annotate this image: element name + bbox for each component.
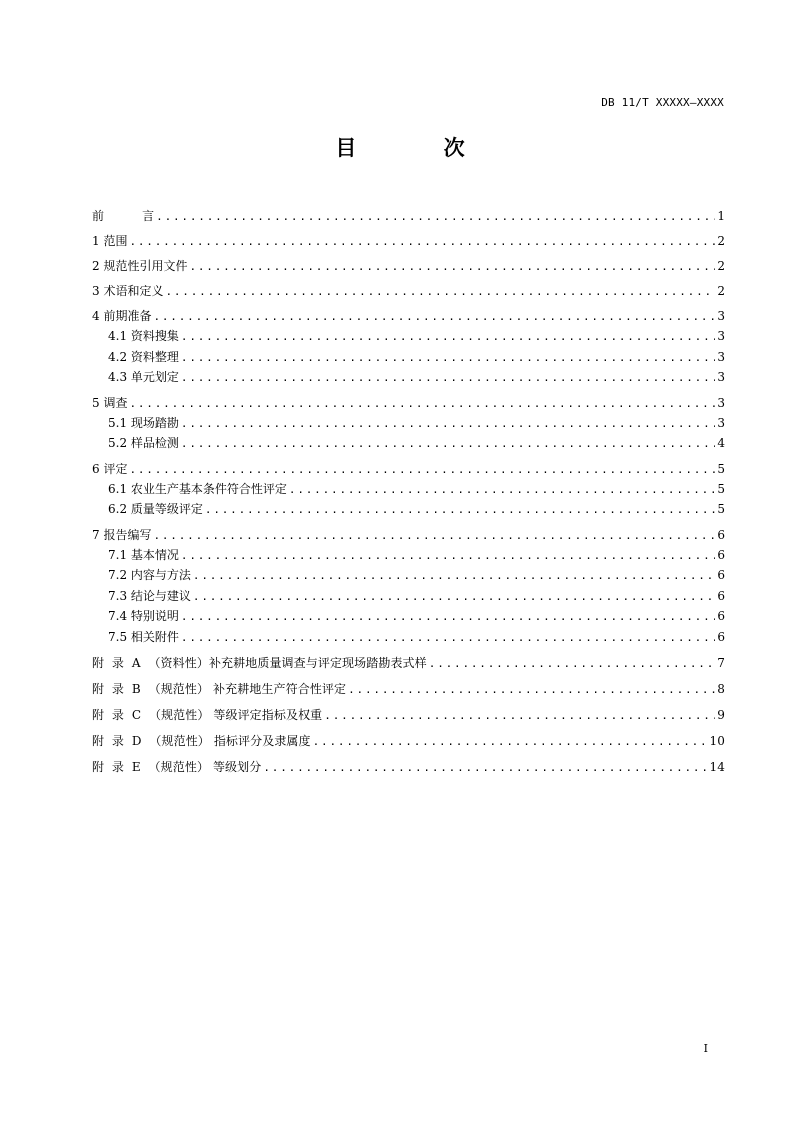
toc-entry-page: 8 <box>717 682 725 696</box>
toc-leader-dots <box>189 257 715 277</box>
toc-entry[interactable] <box>92 367 725 388</box>
toc-entry-page: 10 <box>709 734 725 748</box>
toc-leader-dots <box>129 232 715 252</box>
toc-entry-page: 3 <box>717 395 725 410</box>
toc-entry-label: 7.1 基本情况 <box>108 547 179 562</box>
toc-entry-page: 14 <box>709 760 725 774</box>
toc-entry-page: 9 <box>717 708 725 722</box>
toc-leader-dots <box>129 394 715 414</box>
toc-leader-dots <box>181 607 715 627</box>
toc-entry-label: 6.1 农业生产基本条件符合性评定 <box>108 481 287 496</box>
toc-entry-label: 7.2 内容与方法 <box>108 568 191 582</box>
toc-leader-dots <box>205 500 715 520</box>
toc-entry-label: 附 录 D （规范性） 指标评分及隶属度 <box>92 734 311 748</box>
table-of-contents <box>92 206 725 777</box>
toc-entry-label: 4.1 资料搜集 <box>108 329 179 343</box>
toc-entry-label: 附 录 B （规范性） 补充耕地生产符合性评定 <box>92 682 347 696</box>
toc-entry[interactable] <box>92 306 725 326</box>
toc-entry-label: 附 录 E （规范性） 等级划分 <box>92 760 262 774</box>
toc-entry[interactable] <box>92 757 725 777</box>
toc-entry-label: 2 规范性引用文件 <box>92 259 188 273</box>
toc-entry-label: 6 评定 <box>92 461 128 476</box>
toc-entry[interactable] <box>92 586 725 607</box>
toc-entry-label: 1 范围 <box>92 234 128 248</box>
toc-leader-dots <box>181 348 715 368</box>
toc-entry-label: 7 报告编写 <box>92 527 152 542</box>
toc-entry-page: 5 <box>717 461 725 476</box>
toc-entry-page: 3 <box>717 370 725 384</box>
toc-entry[interactable] <box>92 347 725 368</box>
toc-entry-page: 6 <box>717 588 725 603</box>
toc-entry-page: 3 <box>717 349 725 364</box>
toc-entry[interactable] <box>92 433 725 454</box>
toc-entry[interactable] <box>92 459 725 479</box>
toc-leader-dots <box>324 706 715 726</box>
toc-entry-label: 5.1 现场踏勘 <box>108 415 179 430</box>
toc-leader-dots <box>156 207 715 227</box>
toc-entry-label: 前 言 <box>92 209 155 223</box>
toc-entry-page: 6 <box>717 629 725 644</box>
toc-entry[interactable] <box>92 679 725 699</box>
toc-entry-page: 3 <box>717 329 725 343</box>
toc-entry-label: 6.2 质量等级评定 <box>108 502 203 516</box>
toc-entry-label: 7.5 相关附件 <box>108 629 179 644</box>
toc-entry[interactable] <box>92 545 725 566</box>
toc-entry-page: 6 <box>717 547 725 562</box>
toc-entry[interactable] <box>92 499 725 520</box>
toc-entry-label: 4.3 单元划定 <box>108 370 179 384</box>
toc-entry-page: 2 <box>717 234 725 248</box>
toc-leader-dots <box>181 628 715 648</box>
toc-entry[interactable] <box>92 565 725 586</box>
toc-entry-page: 6 <box>717 527 725 542</box>
toc-entry-label: 5.2 样品检测 <box>108 436 179 450</box>
toc-entry[interactable] <box>92 326 725 347</box>
toc-entry[interactable] <box>92 206 725 226</box>
toc-leader-dots <box>153 307 715 327</box>
toc-entry-label: 7.3 结论与建议 <box>108 588 191 603</box>
document-code: DB 11/T XXXXX—XXXX <box>601 96 724 109</box>
toc-entry[interactable] <box>92 627 725 648</box>
toc-leader-dots <box>181 414 715 434</box>
toc-leader-dots <box>313 732 708 752</box>
toc-leader-dots <box>348 680 715 700</box>
toc-entry-page: 5 <box>717 502 725 516</box>
toc-entry-label: 4 前期准备 <box>92 309 152 323</box>
toc-entry[interactable] <box>92 606 725 627</box>
toc-entry-label: 3 术语和定义 <box>92 284 164 298</box>
toc-entry-page: 4 <box>717 436 725 450</box>
toc-entry-label: 4.2 资料整理 <box>108 349 179 364</box>
toc-entry-page: 2 <box>717 284 725 298</box>
toc-entry[interactable] <box>92 653 725 673</box>
toc-title: 目 次 <box>335 135 505 160</box>
toc-leader-dots <box>181 327 715 347</box>
toc-entry[interactable] <box>92 479 725 500</box>
toc-entry-page: 6 <box>717 568 725 582</box>
toc-entry-page: 1 <box>717 209 725 223</box>
toc-entry[interactable] <box>92 705 725 725</box>
toc-entry-label: 5 调查 <box>92 395 128 410</box>
page-number: I <box>703 1042 708 1055</box>
toc-entry[interactable] <box>92 413 725 434</box>
toc-entry-page: 3 <box>717 309 725 323</box>
toc-entry-page: 7 <box>717 656 725 670</box>
toc-entry-page: 3 <box>717 415 725 430</box>
toc-leader-dots <box>193 566 715 586</box>
toc-entry-label: 7.4 特别说明 <box>108 609 179 623</box>
toc-leader-dots <box>193 587 715 607</box>
toc-leader-dots <box>181 368 715 388</box>
toc-leader-dots <box>153 526 715 546</box>
toc-entry[interactable] <box>92 256 725 276</box>
toc-entry-label: 附 录 C （规范性） 等级评定指标及权重 <box>92 708 323 722</box>
toc-leader-dots <box>263 758 707 778</box>
toc-entry[interactable] <box>92 393 725 413</box>
toc-leader-dots <box>289 480 715 500</box>
toc-leader-dots <box>181 546 715 566</box>
toc-entry[interactable] <box>92 731 725 751</box>
toc-leader-dots <box>181 434 715 454</box>
toc-entry[interactable] <box>92 525 725 545</box>
toc-entry-label: 附 录 A （资料性）补充耕地质量调查与评定现场踏勘表式样 <box>92 656 427 670</box>
toc-leader-dots <box>429 654 715 674</box>
toc-leader-dots <box>129 460 715 480</box>
toc-entry-page: 2 <box>717 259 725 273</box>
toc-entry[interactable] <box>92 231 725 251</box>
toc-entry-page: 6 <box>717 609 725 623</box>
toc-entry-page: 5 <box>717 481 725 496</box>
toc-entry[interactable] <box>92 281 725 301</box>
toc-leader-dots <box>165 282 715 302</box>
